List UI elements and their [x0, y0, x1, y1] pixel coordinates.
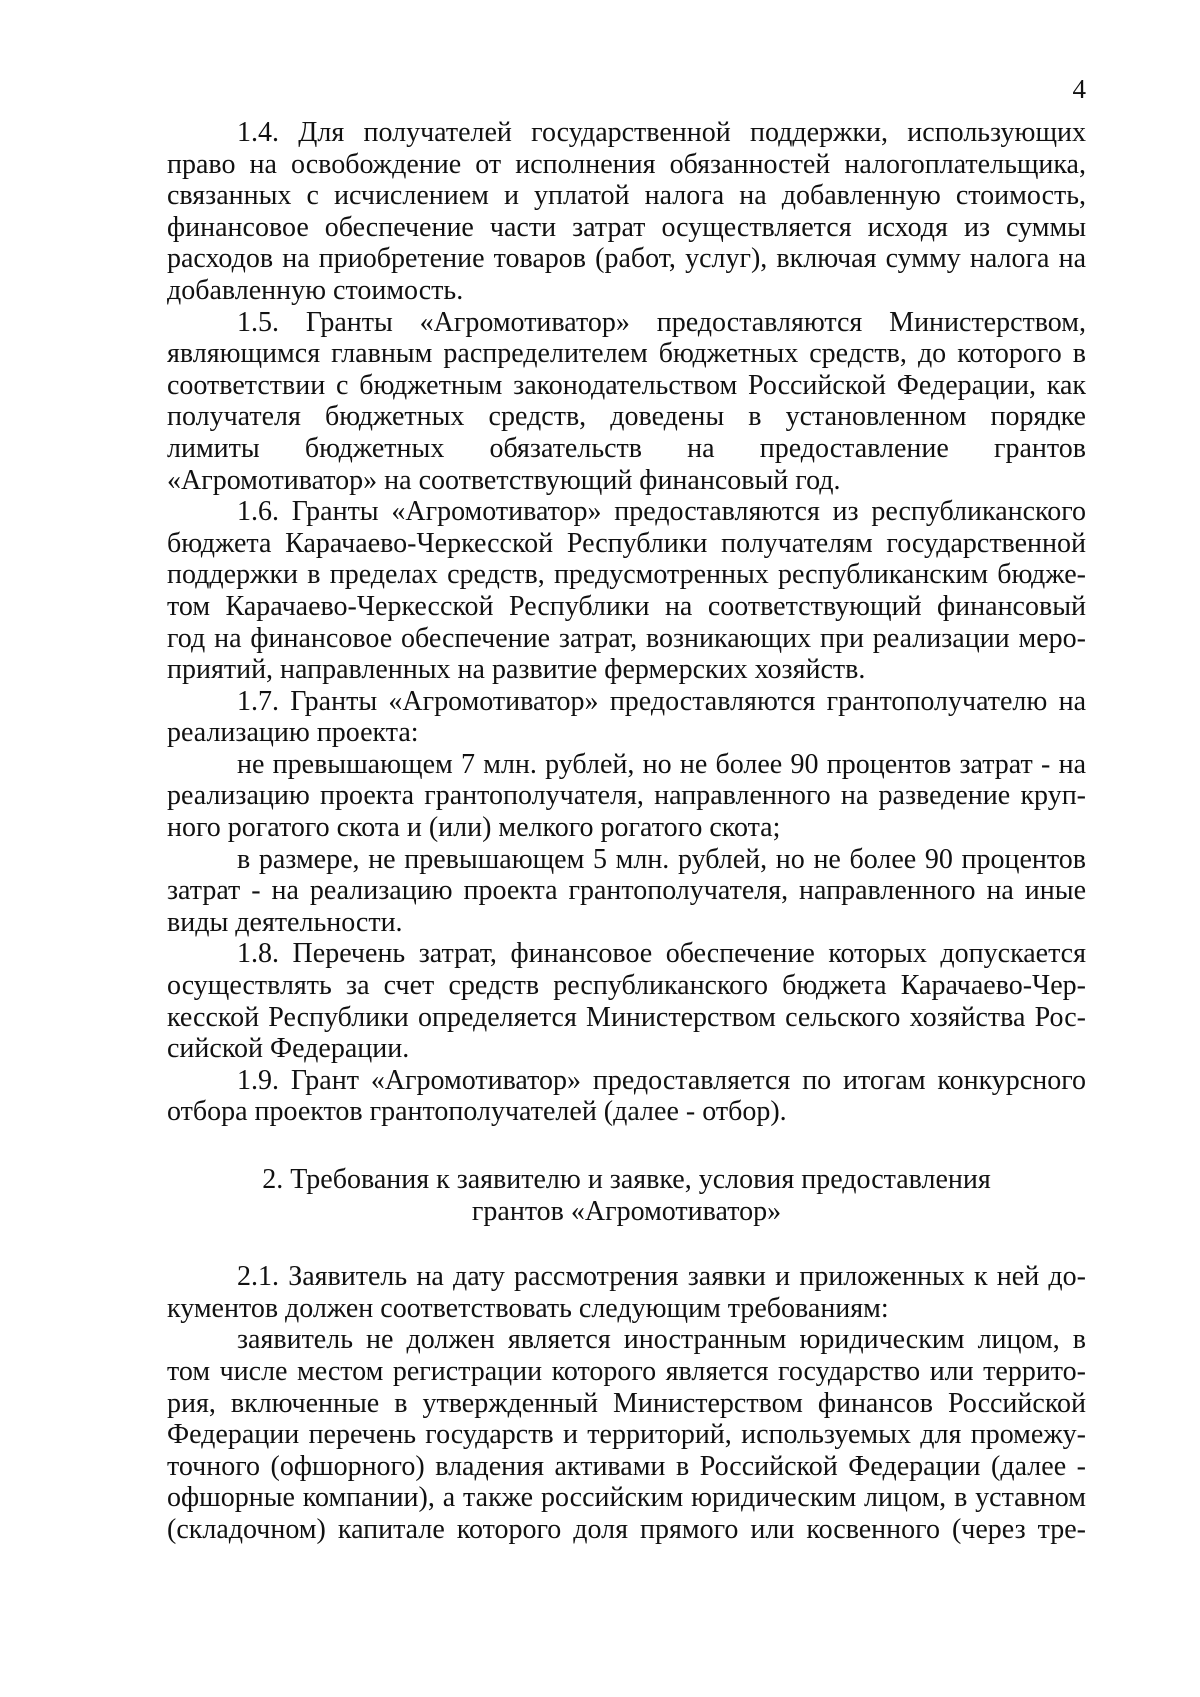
text-line: связанных с исчислением и уплатой налога на добавленную стоимость, [167, 180, 1086, 212]
text-line: отбора проектов грантополучателей (далее - отбор). [167, 1096, 787, 1128]
text-line: бюджета Карачаево-Черкесской Республики получателям государственной [167, 527, 1086, 559]
text-line: приятий, направленных на развитие фермерских хозяйств. [167, 654, 866, 686]
text-line: рия, включенные в утвержденный Министерством финансов Российской [167, 1387, 1086, 1419]
text-line: «Агромотиватор» на соответствующий финансовый год. [167, 464, 841, 496]
text-line: не превышающем 7 млн. рублей, но не более 90 процентов затрат - на [237, 748, 1086, 780]
text-line: виды деятельности. [167, 906, 403, 938]
text-line: (складочном) капитале которого доля прямого или косвенного (через тре- [167, 1513, 1086, 1545]
paragraph [167, 1261, 1086, 1324]
text-line: заявитель не должен является иностранным юридическим лицом, в [237, 1324, 1086, 1356]
text-line: 1.8. Перечень затрат, финансовое обеспечение которых допускается [237, 938, 1086, 970]
text-line: получателя бюджетных средств, доведены в установленном порядке [167, 401, 1086, 433]
text-line: 1.9. Грант «Агромотиватор» предоставляется по итогам конкурсного [237, 1064, 1086, 1096]
spacer [167, 1128, 1086, 1164]
text-line: год на финансовое обеспечение затрат, возникающих при реализации меро- [167, 622, 1086, 654]
text-line: в размере, не превышающем 5 млн. рублей, но не более 90 процентов [237, 843, 1086, 875]
heading-line: грантов «Агромотиватор» [471, 1195, 782, 1227]
text-line: ного рогатого скота и (или) мелкого рогатого скота; [167, 812, 781, 844]
text-line: реализацию проекта: [167, 717, 419, 749]
section-2-body [167, 1261, 1086, 1545]
text-line: поддержки в пределах средств, предусмотренных республиканским бюдже- [167, 559, 1086, 591]
paragraph [167, 686, 1086, 749]
text-line: финансовое обеспечение части затрат осуществляется исходя из суммы [167, 211, 1086, 243]
paragraph [167, 117, 1086, 307]
text-line: сийской Федерации. [167, 1033, 410, 1065]
text-line: затрат - на реализацию проекта грантополучателя, направленного на иные [167, 875, 1086, 907]
section-1-continuation [167, 117, 1086, 1128]
text-line: 2.1. Заявитель на дату рассмотрения заявки и приложенных к ней до- [237, 1261, 1086, 1293]
text-line: реализацию проекта грантополучателя, направленного на разведение круп- [167, 780, 1086, 812]
paragraph [167, 496, 1086, 686]
page-number: 4 [1072, 74, 1086, 104]
paragraph [167, 1324, 1086, 1545]
text-line: добавленную стоимость. [167, 274, 464, 306]
text-line: кументов должен соответствовать следующим требованиям: [167, 1292, 889, 1324]
section-2-heading [167, 1164, 1086, 1227]
text-line: кесской Республики определяется Министерством сельского хозяйства Рос- [167, 1001, 1086, 1033]
paragraph [167, 307, 1086, 497]
text-line: лимиты бюджетных обязательств на предоставление грантов [167, 432, 1086, 464]
text-line: являющимся главным распределителем бюджетных средств, до которого в [167, 338, 1086, 370]
text-line: 1.7. Гранты «Агромотиватор» предоставляются грантополучателю на [237, 685, 1086, 717]
text-line: том числе местом регистрации которого является государство или террито- [167, 1355, 1086, 1387]
paragraph [167, 749, 1086, 844]
paragraph [167, 1065, 1086, 1128]
text-line: 1.6. Гранты «Агромотиватор» предоставляются из республиканского [237, 496, 1086, 528]
text-line: соответствии с бюджетным законодательством Российской Федерации, как [167, 369, 1086, 401]
text-line: право на освобождение от исполнения обязанностей налогоплательщика, [167, 148, 1086, 180]
text-line: том Карачаево-Черкесской Республики на соответствующий финансовый [167, 590, 1086, 622]
paragraph [167, 938, 1086, 1064]
paragraph [167, 844, 1086, 939]
text-line: 1.5. Гранты «Агромотиватор» предоставляются Министерством, [237, 306, 1086, 338]
heading-line: 2. Требования к заявителю и заявке, условия предоставления [262, 1164, 991, 1195]
text-line: офшорные компании), а также российским юридическим лицом, в уставном [167, 1482, 1086, 1514]
text-line: Федерации перечень государств и территорий, используемых для промежу- [167, 1419, 1086, 1451]
text-line: осуществлять за счет средств республиканского бюджета Карачаево-Чер- [167, 970, 1086, 1002]
spacer [167, 1227, 1086, 1261]
text-line: точного (офшорного) владения активами в Российской Федерации (далее - [167, 1450, 1086, 1482]
text-line: 1.4. Для получателей государственной поддержки, использующих [237, 117, 1086, 148]
text-line: расходов на приобретение товаров (работ, услуг), включая сумму налога на [167, 243, 1086, 275]
document-body [167, 117, 1086, 1546]
